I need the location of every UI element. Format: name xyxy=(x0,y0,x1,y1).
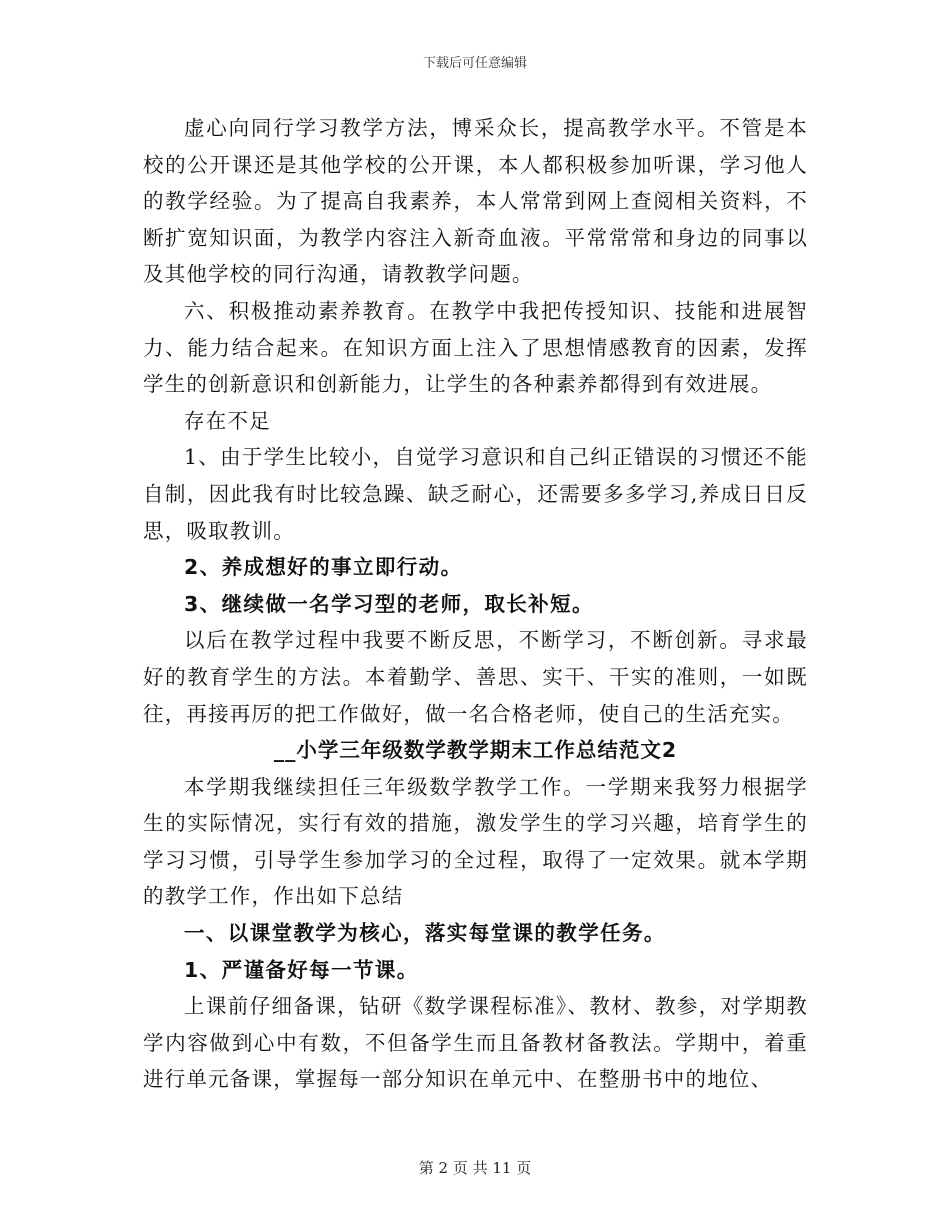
paragraph-quality-education: 六、积极推动素养教育。在教学中我把传授知识、技能和进展智力、能力结合起来。在知识方面上注入了思想情感教育的因素，发挥学生的创新意识和创新能力，让学生的各种素养都得到有效进展。 xyxy=(143,298,808,397)
heading-lesson-prep: 1、严谨备好每一节课。 xyxy=(184,957,419,982)
page-number: 第 2 页 共 11 页 xyxy=(418,1159,532,1177)
heading-shortcomings: 存在不足 xyxy=(184,408,271,433)
paragraph-intro: 本学期我继续担任三年级数学教学工作。一学期来我努力根据学生的实际情况，实行有效的措施，激发学生的学习兴趣，培育学生的学习习惯，引导学生参加学习的全过程，取得了一定效果。就本学期的教学工作，作出如下总结 xyxy=(143,774,808,909)
section-title: __小学三年级数学教学期末工作总结范文2 xyxy=(273,738,678,763)
heading-classroom-teaching: 一、以课堂教学为核心，落实每堂课的教学任务。 xyxy=(184,921,666,946)
paragraph-future: 以后在教学过程中我要不断反思，不断学习，不断创新。寻求最好的教育学生的方法。本着勤学、善思、实干、干实的准则，一如既往，再接再厉的把工作做好，做一名合格老师，使自己的生活充实。 xyxy=(143,628,808,726)
list-item-3: 3、继续做一名学习型的老师，取长补短。 xyxy=(184,591,594,616)
paragraph-learning: 虚心向同行学习教学方法，博采众长，提高教学水平。不管是本校的公开课还是其他学校的公开课，本人都积极参加听课，学习他人的教学经验。为了提高自我素养，本人常常到网上查阅相关资料，不断扩宽知识面，为教学内容注入新奇血液。平常常常和身边的同事以及其他学校的同行沟通，请教教学问题。 xyxy=(143,116,808,287)
list-item-1: 1、由于学生比较小，自觉学习意识和自己纠正错误的习惯还不能自制，因此我有时比较急躁、缺乏耐心，还需要多多学习,养成日日反思，吸取教训。 xyxy=(143,445,808,543)
paragraph-lesson-prep: 上课前仔细备课，钻研《数学课程标准》、教材、教参，对学期教学内容做到心中有数，不但备学生而且备教材备教法。学期中，着重进行单元备课，掌握每一部分知识在单元中、在整册书中的地位、 xyxy=(143,994,808,1092)
page-header-note: 下载后可任意编辑 xyxy=(422,56,527,71)
document-body xyxy=(143,110,808,1098)
list-item-2: 2、养成想好的事立即行动。 xyxy=(184,555,463,580)
